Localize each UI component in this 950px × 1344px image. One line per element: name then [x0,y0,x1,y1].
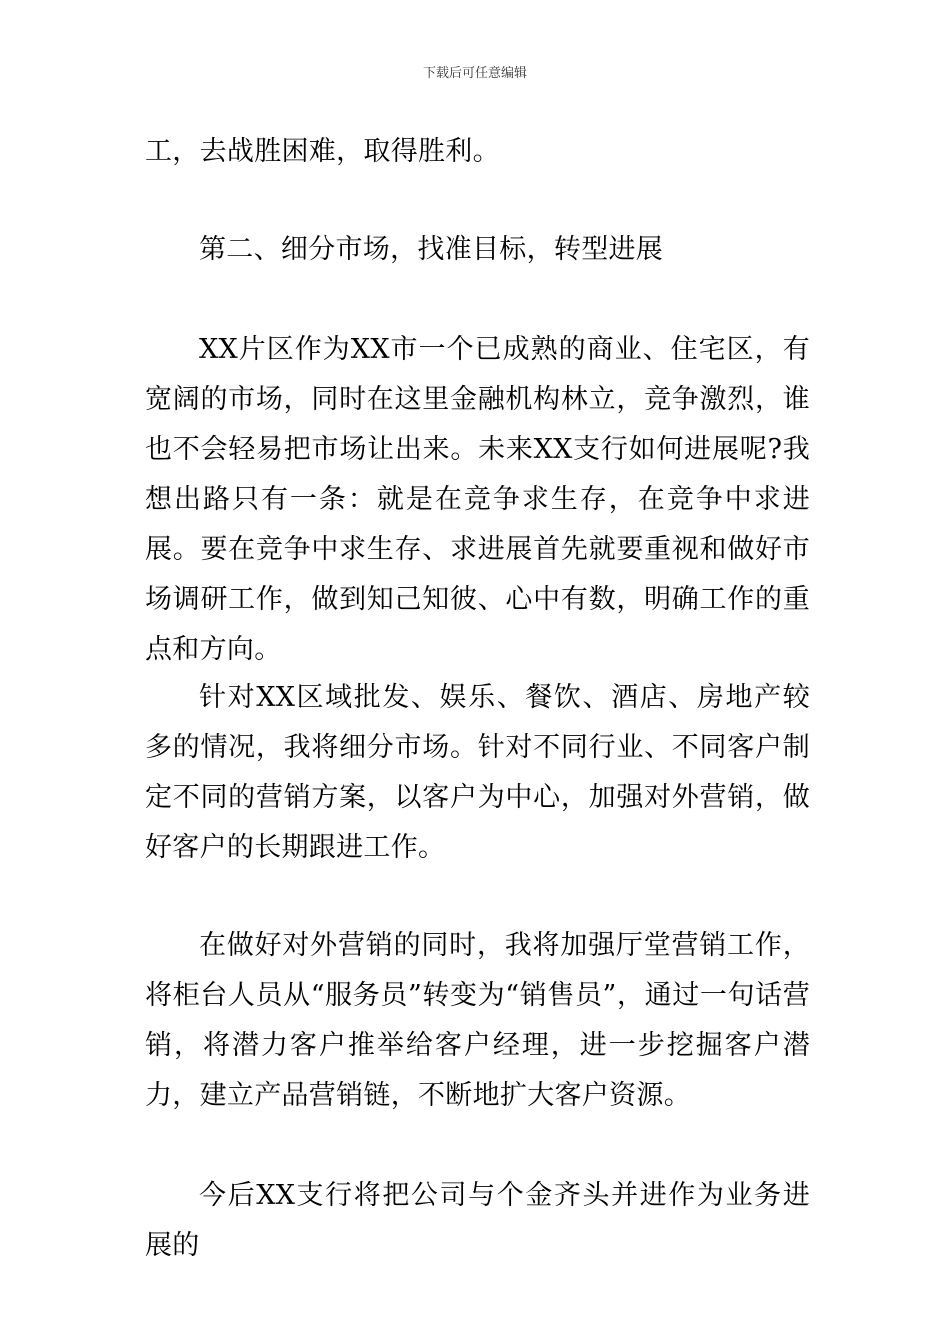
paragraph-text: 今后XX支行将把公司与个金齐头并进作为业务进展的 [145,1180,810,1261]
paragraph [145,673,810,873]
paragraph-text: 针对XX区域批发、娱乐、餐饮、酒店、房地产较多的情况，我将细分市场。针对不同行业、不同客户制定不同的营销方案，以客户为中心，加强对外营销，做好客户的长期跟进工作。 [145,682,810,863]
paragraph-continuation [145,127,810,177]
paragraph [145,325,810,675]
paragraph-text: 在做好对外营销的同时，我将加强厅堂营销工作，将柜台人员从“服务员”转变为“销售员”，通过一句话营销，将潜力客户推举给客户经理，进一步挖掘客户潜力，建立产品营销链，不断地扩大客户资源。 [145,930,810,1111]
paragraph-text: 工，去战胜困难，取得胜利。 [145,136,500,167]
paragraph-text: XX片区作为XX市一个已成熟的商业、住宅区，有宽阔的市场，同时在这里金融机构林立，竞争激烈，谁也不会轻易把市场让出来。未来XX支行如何进展呢?我想出路只有一条：就是在竞争求生存，在竞争中求进展。要在竞争中求生存、求进展首先就要重视和做好市场调研工作，做到知己知彼、心中有数，明确工作的重点和方向。 [145,334,810,665]
paragraph [145,1171,810,1271]
section-heading [145,225,810,275]
paragraph [145,921,810,1121]
page-header: 下载后可任意编辑 [422,66,527,81]
section-heading-text: 第二、细分市场，找准目标，转型进展 [199,234,664,265]
